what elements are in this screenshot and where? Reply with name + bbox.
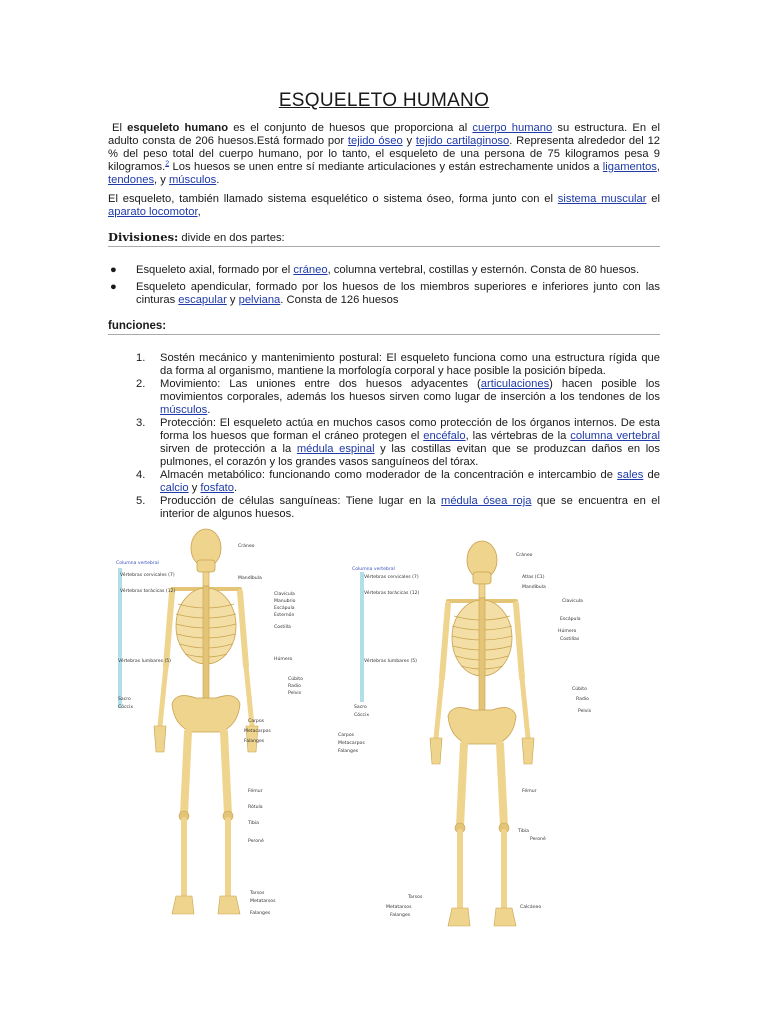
label: Metatarsos <box>386 905 412 910</box>
text: El <box>112 122 128 134</box>
label: Radio <box>576 697 589 702</box>
link-encefalo[interactable]: encéfalo <box>423 430 466 442</box>
divisiones-list <box>108 264 660 311</box>
text: Almacén metabólico: funcionando como moderador de la concentración e intercambio de <box>160 469 618 481</box>
label: Cóccix <box>118 705 134 710</box>
link-tendones[interactable]: tendones <box>108 174 155 186</box>
label: Esternón <box>274 613 295 618</box>
label: Manubrio <box>274 599 296 604</box>
bullet-icon: ● <box>110 281 117 293</box>
label: Tarsos <box>408 895 423 900</box>
label: Fémur <box>522 789 537 794</box>
label: Radio <box>288 684 301 689</box>
bold-term: esqueleto humano <box>127 122 229 134</box>
label: Pelvis <box>288 691 302 696</box>
label: Sacro <box>354 705 367 710</box>
label: Metatarsos <box>250 899 276 904</box>
text: sirven de protección a la <box>160 443 297 455</box>
label: Metacarpos <box>244 729 271 734</box>
label: Atlas (C1) <box>522 575 545 580</box>
item-number: 1. <box>136 352 146 364</box>
text: ) hacen posible los movimientos corporales, además los huesos sirven como lugar de inserción a los tendones de los <box>160 378 660 403</box>
text: , <box>197 206 201 218</box>
text: y <box>188 482 201 494</box>
text: , columna vertebral, costillas y esternón. Consta de 80 huesos. <box>327 264 640 276</box>
link-columna-vertebral[interactable]: columna vertebral <box>570 430 660 442</box>
label: Falanges <box>244 739 265 744</box>
text: y <box>226 294 239 306</box>
bullet-icon: ● <box>110 264 117 276</box>
text: . <box>207 404 211 416</box>
label: Escápula <box>274 606 295 611</box>
label: Cráneo <box>516 553 533 558</box>
funciones-list <box>136 352 660 521</box>
label: Fémur <box>248 789 263 794</box>
label: Falanges <box>338 749 359 754</box>
link-musculos[interactable]: músculos <box>168 174 217 186</box>
text: , <box>656 161 660 173</box>
link-fosfato[interactable]: fosfato <box>200 482 235 494</box>
text: de <box>643 469 660 481</box>
list-item <box>108 281 660 307</box>
label: Escápula <box>560 617 581 622</box>
funciones-title: funciones: <box>108 320 167 332</box>
list-item <box>136 469 660 495</box>
label: Vértebras lumbares (5) <box>118 659 171 664</box>
skeleton-figure <box>108 522 660 930</box>
divisiones-subtitle: divide en dos partes: <box>178 232 285 244</box>
label: Cóccix <box>354 713 370 718</box>
label: Carpos <box>338 733 355 738</box>
text: Protección: El esqueleto actúa en muchos casos como protección de los órganos internos. De esta forma los huesos que forman el cráneo protegen el <box>160 417 660 442</box>
label: Costilla <box>274 625 291 630</box>
label: Tarsos <box>250 891 265 896</box>
text: Esqueleto apendicular, formado por los huesos de los miembros superiores e inferiores junto con las cinturas <box>136 281 660 306</box>
label: Falanges <box>250 911 271 916</box>
label: Vértebras cervicales (7) <box>364 575 419 580</box>
link-musculos-2[interactable]: músculos <box>160 404 208 416</box>
label: Cráneo <box>238 544 255 549</box>
text: , y <box>154 174 169 186</box>
label: Columna vertebral <box>352 567 395 572</box>
label: Tibia <box>518 829 529 834</box>
text: Sostén mecánico y mantenimiento postural: El esqueleto funciona como una estructura rígida que da forma al organismo, mantiene la morfología corporal y hace posible la posición bípeda. <box>160 352 660 377</box>
funciones-heading <box>108 320 660 335</box>
link-ligamentos[interactable]: ligamentos <box>602 161 657 173</box>
item-number: 3. <box>136 417 146 429</box>
back-skeleton <box>430 541 534 926</box>
footnote-link[interactable]: 2 <box>165 160 170 168</box>
text: Producción de células sanguíneas: Tiene lugar en la <box>160 495 441 507</box>
page-title: ESQUELETO HUMANO <box>278 90 490 111</box>
link-pelviana[interactable]: pelviana <box>238 294 281 306</box>
link-sistema-muscular[interactable]: sistema muscular <box>557 193 647 205</box>
text: es el conjunto de huesos que proporciona al <box>228 122 473 134</box>
text: . <box>216 174 220 186</box>
list-item <box>136 417 660 469</box>
text: , las vértebras de la <box>465 430 571 442</box>
front-skeleton <box>154 529 258 914</box>
divisiones-heading <box>108 231 660 247</box>
link-craneo[interactable]: cráneo <box>293 264 328 276</box>
label: Sacro <box>118 697 131 702</box>
text: el <box>646 193 661 205</box>
link-calcio[interactable]: calcio <box>160 482 189 494</box>
label: Clavícula <box>274 592 295 597</box>
text: . Consta de 126 huesos <box>280 294 399 306</box>
text: y las costillas evitan que se produzcan daños en los pulmones, el corazón y los grandes vasos sanguíneos del tórax. <box>160 443 660 468</box>
label: Húmero <box>274 657 293 662</box>
label: Metacarpos <box>338 741 365 746</box>
item-number: 2. <box>136 378 146 390</box>
label: Costillas <box>560 637 580 642</box>
label: Falanges <box>390 913 411 918</box>
text: su estructura. En el adulto consta de 206 huesos.Está formado por <box>108 122 660 147</box>
label: Cúbito <box>288 677 303 682</box>
link-aparato-locomotor[interactable]: aparato locomotor <box>108 206 198 218</box>
text: El esqueleto, también llamado sistema esquelético o sistema óseo, forma junto con el <box>108 193 558 205</box>
label: Clavícula <box>562 599 583 604</box>
link-sales[interactable]: sales <box>617 469 644 481</box>
list-item <box>136 495 660 521</box>
link-medula-espinal[interactable]: médula espinal <box>296 443 375 455</box>
label: Rótula <box>248 805 263 810</box>
label: Mandíbula <box>238 576 262 581</box>
label: Pelvis <box>578 709 592 714</box>
label: Cúbito <box>572 687 587 692</box>
skeleton-diagram <box>108 522 660 930</box>
text: y <box>402 135 416 147</box>
label: Mandíbula <box>522 585 546 590</box>
link-articulaciones[interactable]: articulaciones <box>480 378 550 390</box>
label: Carpos <box>248 719 265 724</box>
text: Movimiento: Las uniones entre dos huesos adyacentes ( <box>160 378 481 390</box>
label: Peroné <box>530 837 546 842</box>
label: Tibia <box>248 821 259 826</box>
label: Calcáneo <box>520 905 542 910</box>
text: . <box>234 482 238 494</box>
label: Húmero <box>558 629 577 634</box>
list-item <box>108 264 660 277</box>
link-tejido-cartilaginoso[interactable]: tejido cartilaginoso <box>415 135 510 147</box>
label: Peroné <box>248 839 264 844</box>
link-medula-osea-roja[interactable]: médula ósea roja <box>441 495 532 507</box>
label: Vértebras torácicas (12) <box>120 589 176 594</box>
label: Vértebras torácicas (12) <box>364 591 420 596</box>
label: Vértebras cervicales (7) <box>120 573 175 578</box>
link-cuerpo-humano[interactable]: cuerpo humano <box>472 122 553 134</box>
link-escapular[interactable]: escapular <box>178 294 227 306</box>
label: Vértebras lumbares (5) <box>364 659 417 664</box>
intro-paragraph-2 <box>108 193 660 219</box>
text: . Representa alrededor del 12 % del peso total del cuerpo humano, por lo tanto, el esqueleto de una persona de 75 kilogramos pesa 9 kilogramos. <box>108 135 661 173</box>
item-number: 5. <box>136 495 146 507</box>
text: que se encuentra en el interior de algunos huesos. <box>160 495 660 520</box>
intro-paragraph-1 <box>108 122 660 187</box>
link-tejido-oseo[interactable]: tejido óseo <box>347 135 403 147</box>
divisiones-title: Divisiones: <box>108 230 179 244</box>
list-item <box>136 352 660 378</box>
text: Los huesos se unen entre sí mediante articulaciones y están estrechamente unidos a <box>169 161 603 173</box>
text: Esqueleto axial, formado por el <box>136 264 294 276</box>
label: Columna vertebral <box>116 561 159 566</box>
item-number: 4. <box>136 469 146 481</box>
list-item <box>136 378 660 417</box>
